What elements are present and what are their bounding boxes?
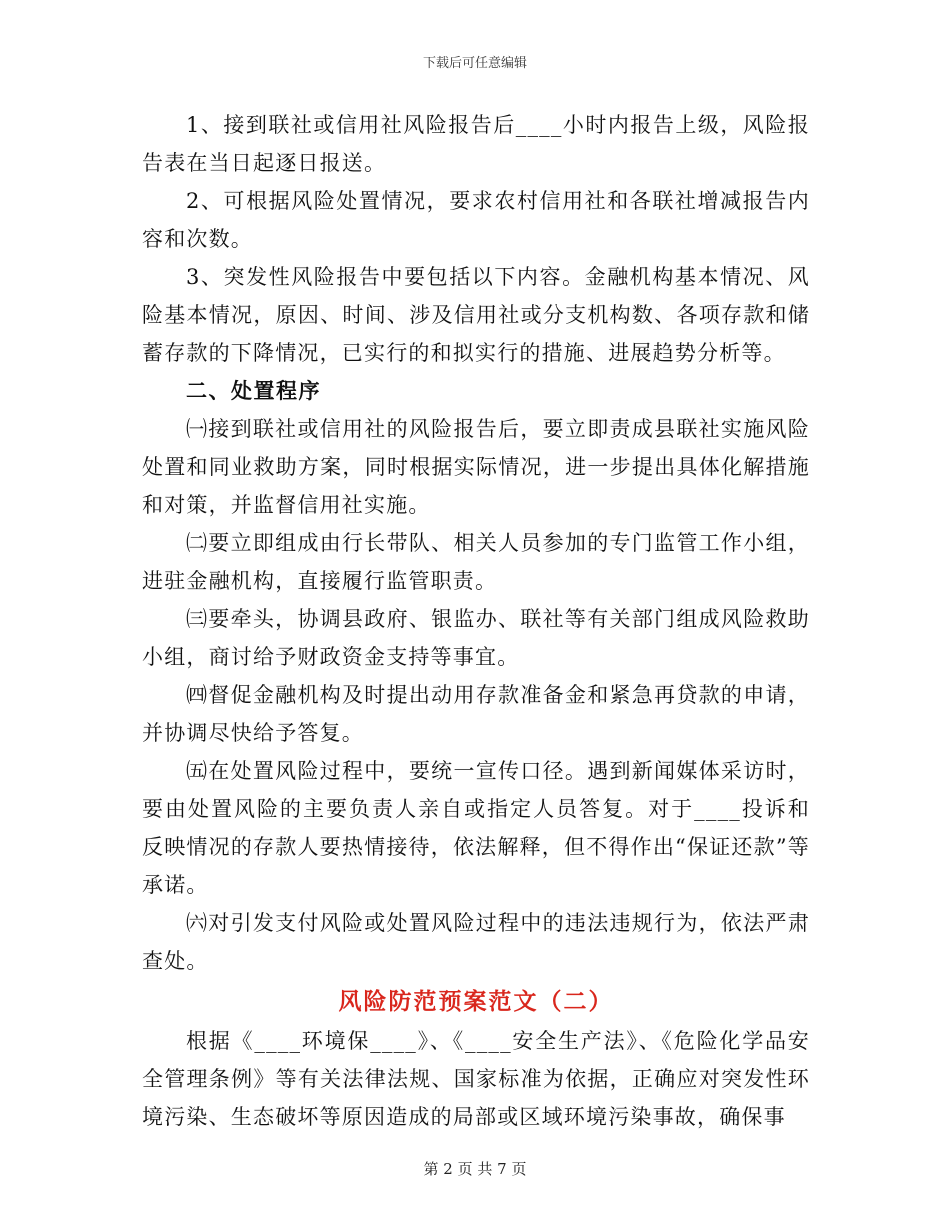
procedure-step-2: ㈡要立即组成由行长带队、相关人员参加的专门监管工作小组，进驻金融机构，直接履行监管职责。 <box>142 531 810 593</box>
section-title: 风险防范预案范文（二） <box>338 988 614 1015</box>
heading-procedure: 二、处置程序 <box>186 378 321 403</box>
procedure-step-4: ㈣督促金融机构及时提出动用存款准备金和紧急再贷款的申请，并协调尽快给予答复。 <box>142 683 810 745</box>
paragraph-report-adjustment: 2、可根据风险处置情况，要求农村信用社和各联社增减报告内容和次数。 <box>142 189 810 251</box>
paragraph-report-timing: 1、接到联社或信用社风险报告后____小时内报告上级，风险报告表在当日起逐日报送。 <box>142 113 810 175</box>
paragraph-legal-basis: 根据《____环境保____》、《____安全生产法》、《危险化学品安全管理条例》等有关法律法规、国家标准为依据，正确应对突发性环境污染、生态破坏等原因造成的局部或区域环境污染事故，确保事 <box>142 1029 810 1129</box>
document-body <box>142 106 810 1136</box>
procedure-step-1: ㈠接到联社或信用社的风险报告后，要立即责成县联社实施风险处置和同业救助方案，同时根据实际情况，进一步提出具体化解措施和对策，并监督信用社实施。 <box>142 417 810 517</box>
page-number: 第 2 页 共 7 页 <box>423 1160 527 1178</box>
procedure-step-5: ㈤在处置风险过程中，要统一宣传口径。遇到新闻媒体采访时，要由处置风险的主要负责人亲自或指定人员答复。对于____投诉和反映情况的存款人要热情接待，依法解释，但不得作出“保证还款”等承诺。 <box>142 759 810 897</box>
procedure-step-3: ㈢要牵头，协调县政府、银监办、联社等有关部门组成风险救助小组，商讨给予财政资金支持等事宜。 <box>142 607 810 669</box>
page-header: 下载后可任意编辑 <box>422 56 527 71</box>
procedure-step-6: ㈥对引发支付风险或处置风险过程中的违法违规行为，依法严肃查处。 <box>142 911 810 973</box>
paragraph-report-contents: 3、突发性风险报告中要包括以下内容。金融机构基本情况、风险基本情况，原因、时间、涉及信用社或分支机构数、各项存款和储蓄存款的下降情况，已实行的和拟实行的措施、进展趋势分析等。 <box>142 265 810 365</box>
